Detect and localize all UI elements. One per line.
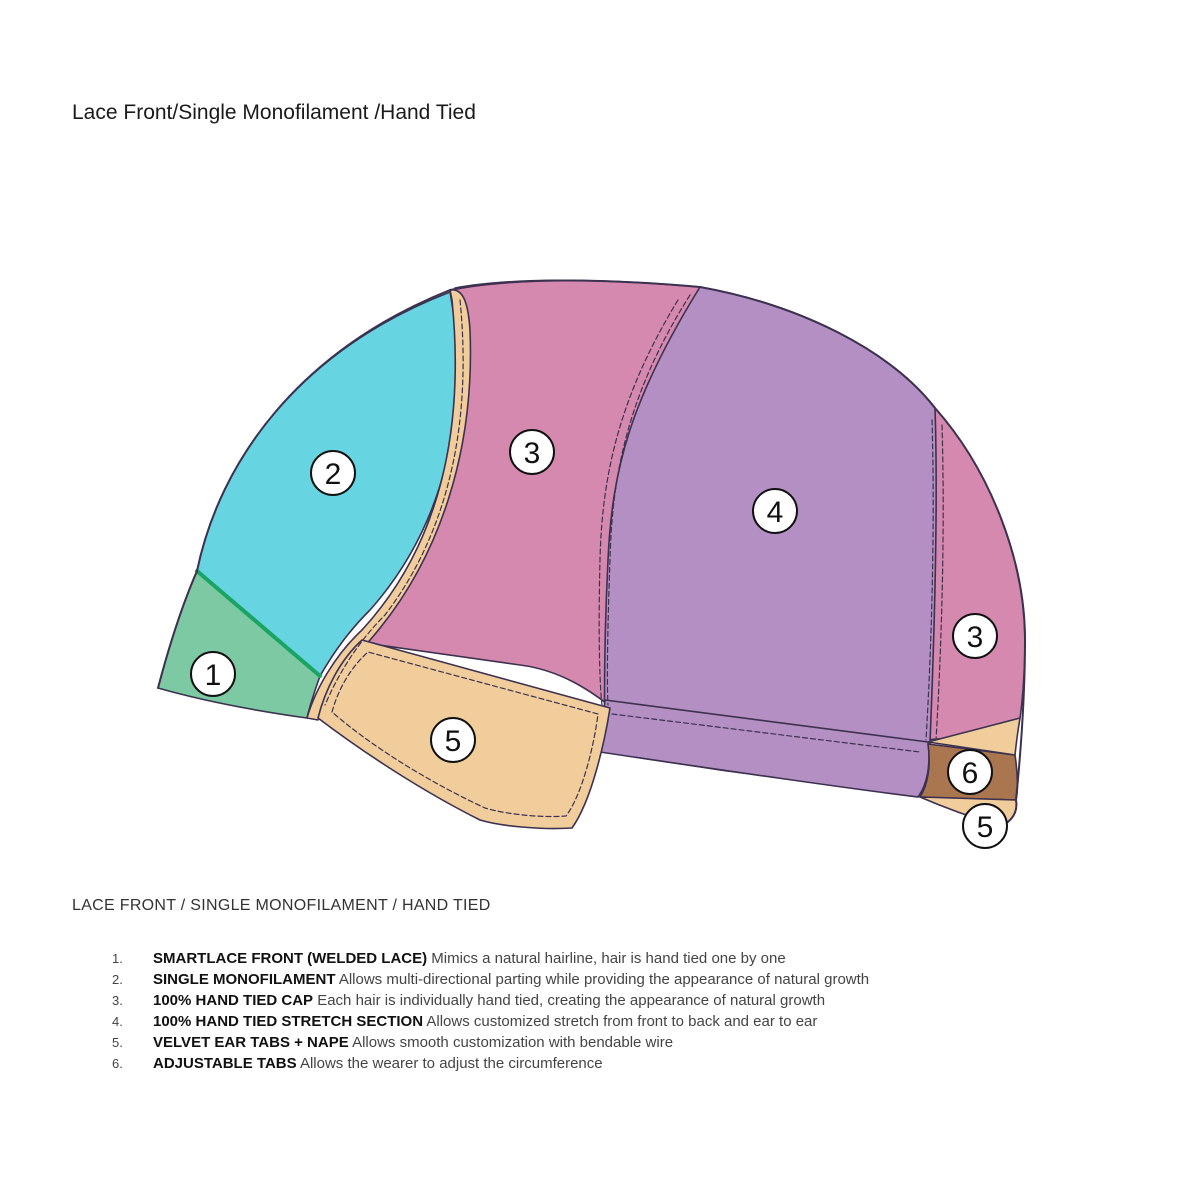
legend-item [112, 1053, 869, 1074]
callout-4 [753, 489, 797, 533]
legend-item [112, 969, 869, 990]
callout-5a-label: 5 [444, 725, 462, 758]
legend-num: 5. [112, 1035, 123, 1050]
callout-6-label: 6 [961, 757, 979, 790]
callout-3a-label: 3 [523, 437, 541, 470]
callout-1-label: 1 [204, 659, 222, 692]
diagram-subtitle: LACE FRONT / SINGLE MONOFILAMENT / HAND TIED [72, 897, 491, 914]
callout-5b-label: 5 [976, 811, 994, 844]
legend-num: 3. [112, 993, 123, 1008]
callout-2-label: 2 [324, 458, 342, 491]
legend-desc: Mimics a natural hairline, hair is hand tied one by one [427, 950, 786, 967]
callout-2 [311, 451, 355, 495]
legend-term: 100% HAND TIED CAP [153, 992, 314, 1009]
legend-term: SMARTLACE FRONT (WELDED LACE) [153, 950, 428, 967]
legend-item [112, 948, 869, 969]
legend-item [112, 1011, 869, 1032]
callout-3b [953, 614, 997, 658]
legend-num: 6. [112, 1056, 123, 1071]
callout-3a [510, 430, 554, 474]
legend-num: 1. [112, 951, 123, 966]
callout-5a [431, 718, 475, 762]
callout-3b-label: 3 [966, 621, 984, 654]
legend-num: 4. [112, 1014, 123, 1029]
legend-desc: Allows customized stretch from front to back and ear to ear [423, 1013, 818, 1030]
legend-num: 2. [112, 972, 123, 987]
legend-term: ADJUSTABLE TABS [153, 1055, 297, 1072]
callout-1 [191, 652, 235, 696]
legend-item [112, 990, 869, 1011]
legend-term: 100% HAND TIED STRETCH SECTION [153, 1013, 424, 1030]
callout-6 [948, 750, 992, 794]
legend-desc: Allows the wearer to adjust the circumference [296, 1055, 603, 1072]
legend-list [112, 948, 869, 1074]
legend-term: VELVET EAR TABS + NAPE [153, 1034, 349, 1051]
legend-term: SINGLE MONOFILAMENT [153, 971, 336, 988]
callout-4-label: 4 [766, 496, 784, 529]
legend-desc: Each hair is individually hand tied, creating the appearance of natural growth [313, 992, 826, 1009]
legend-desc: Allows smooth customization with bendable wire [348, 1034, 674, 1051]
callout-5b [963, 804, 1007, 848]
legend-item [112, 1032, 869, 1053]
legend-desc: Allows multi-directional parting while providing the appearance of natural growth [335, 971, 870, 988]
page-title: Lace Front/Single Monofilament /Hand Tied [72, 101, 476, 124]
